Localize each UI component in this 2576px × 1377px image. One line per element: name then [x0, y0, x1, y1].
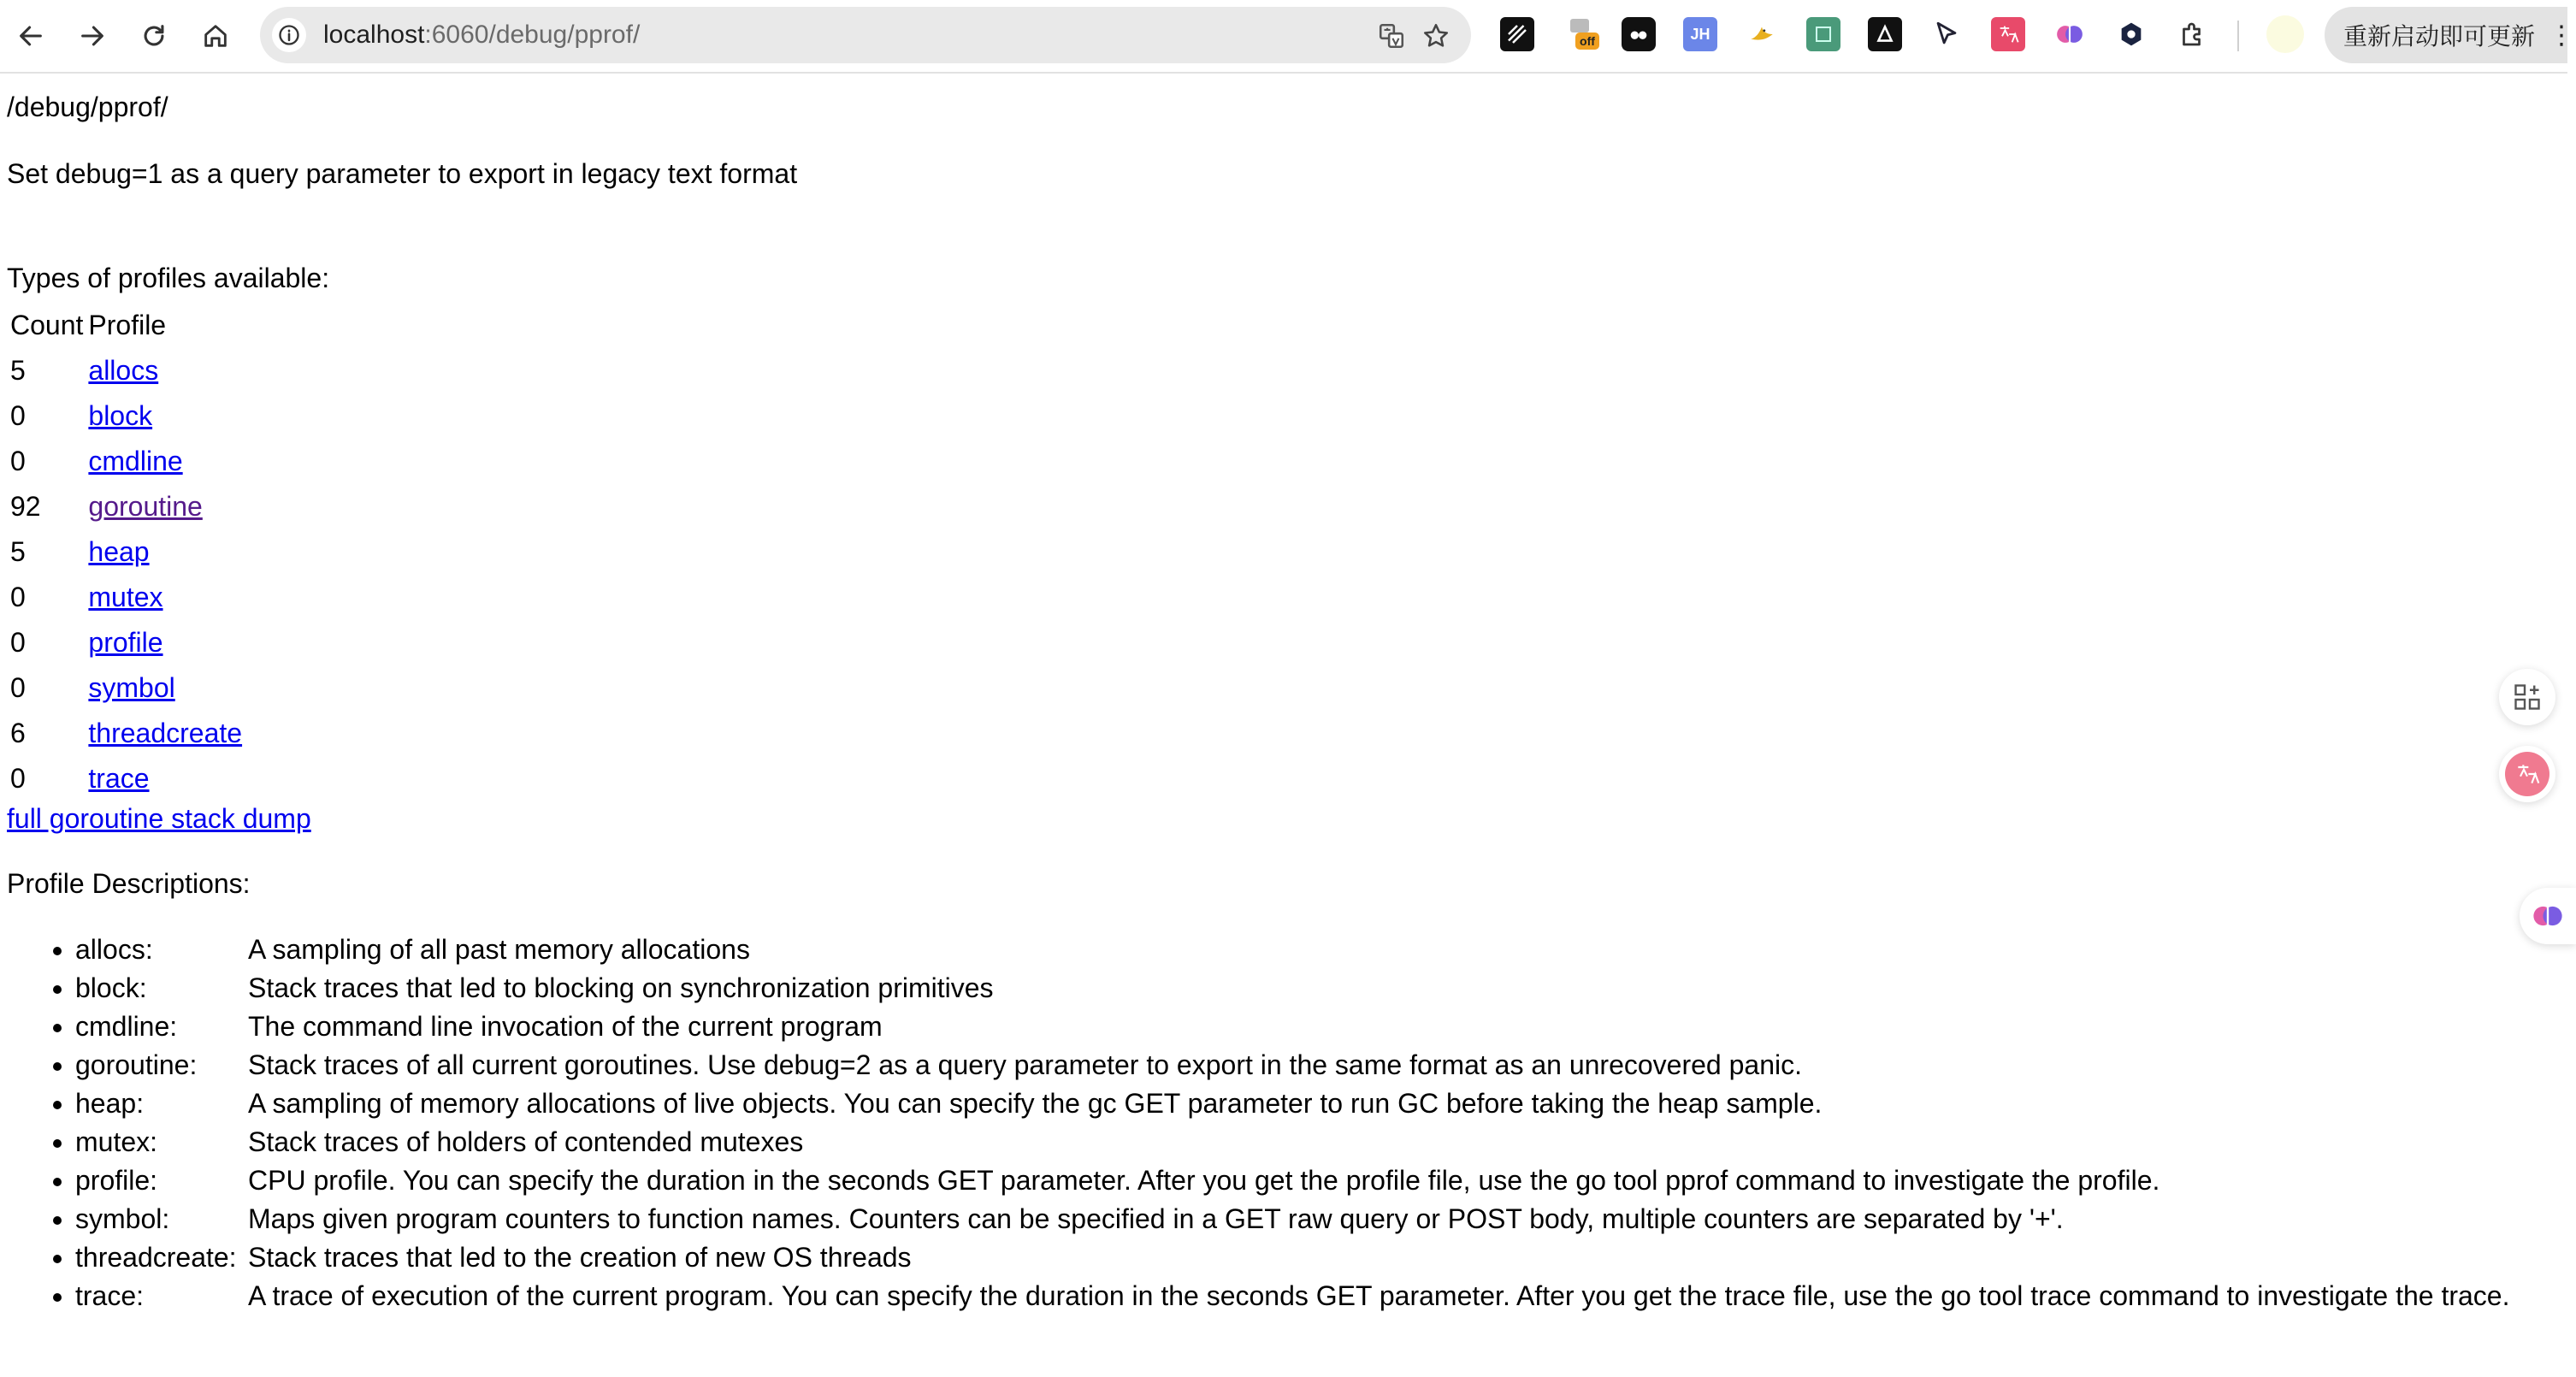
- profile-link-goroutine[interactable]: goroutine: [88, 491, 203, 523]
- qr-add-icon: [2512, 682, 2543, 712]
- home-icon: [201, 21, 230, 50]
- profile-name-cell: [88, 352, 242, 390]
- description-label: cmdline:: [75, 1011, 178, 1042]
- profile-row: [10, 578, 242, 617]
- description-item: [75, 1200, 2555, 1238]
- profile-link-allocs[interactable]: allocs: [88, 355, 159, 387]
- page-path: /debug/pprof/: [7, 92, 168, 122]
- home-button[interactable]: [192, 12, 239, 60]
- description-label: block:: [75, 972, 147, 1003]
- ai-assistant-widget[interactable]: [2520, 888, 2576, 944]
- description-text: Stack traces of holders of contended mutexes: [248, 1126, 804, 1157]
- description-text: CPU profile. You can specify the duration in the seconds GET parameter. After you get the profile file, use the go tool pprof command to investigate the profile.: [248, 1165, 2160, 1196]
- description-item: [75, 1238, 2555, 1277]
- profile-row: [10, 714, 242, 753]
- description-item: [75, 1084, 2555, 1123]
- profile-count: 0: [10, 582, 26, 613]
- profile-row: [10, 352, 242, 390]
- profile-link-threadcreate[interactable]: threadcreate: [88, 718, 243, 749]
- description-item: [75, 1277, 2555, 1315]
- address-bar[interactable]: [260, 7, 1471, 63]
- profile-link-mutex[interactable]: mutex: [88, 582, 163, 613]
- reload-button[interactable]: [130, 12, 178, 60]
- count-header: Count: [10, 310, 84, 341]
- green-ext-icon[interactable]: [1806, 17, 1840, 51]
- profile-link-trace[interactable]: trace: [88, 763, 150, 795]
- profile-link-profile[interactable]: profile: [88, 627, 163, 659]
- profile-row: [10, 759, 242, 798]
- profile-name-cell: [88, 442, 242, 481]
- profile-count: 92: [10, 491, 41, 523]
- forward-arrow-icon: [78, 21, 107, 50]
- profile-count: 6: [10, 718, 26, 749]
- profile-name-cell: [88, 397, 242, 435]
- reload-icon: [139, 21, 168, 50]
- profile-link-cmdline[interactable]: cmdline: [88, 446, 183, 477]
- description-item: [75, 969, 2555, 1008]
- toolbar-divider: [2237, 21, 2239, 51]
- forward-button[interactable]: [68, 12, 116, 60]
- description-label: symbol:: [75, 1203, 170, 1234]
- profile-row: [10, 669, 242, 707]
- translate-page-icon[interactable]: [1374, 18, 1409, 54]
- description-label: heap:: [75, 1088, 145, 1119]
- profile-link-heap[interactable]: heap: [88, 536, 150, 568]
- url-path: :6060/debug/pprof/: [424, 21, 641, 49]
- description-text: A sampling of all past memory allocations: [248, 934, 750, 965]
- profile-count: 5: [10, 536, 26, 568]
- profile-row: [10, 623, 242, 662]
- profile-name-cell: [88, 533, 242, 571]
- description-text: Stack traces that led to blocking on synchronization primitives: [248, 972, 994, 1003]
- grid-ext-icon[interactable]: [1500, 17, 1534, 51]
- qr-scan-widget[interactable]: [2499, 669, 2555, 725]
- profile-name-cell: [88, 623, 242, 662]
- off-ext-icon[interactable]: [1565, 17, 1599, 51]
- description-label: trace:: [75, 1280, 145, 1311]
- site-info-icon[interactable]: [272, 18, 306, 52]
- legacy-format-hint: Set debug=1 as a query parameter to export in legacy text format: [7, 158, 798, 189]
- description-label: goroutine:: [75, 1049, 198, 1080]
- description-item: [75, 1008, 2555, 1046]
- description-text: A trace of execution of the current program. You can specify the duration in the seconds GET parameter. After you get the trace file, use the go tool trace command to investigate the trace.: [248, 1280, 2510, 1311]
- description-text: The command line invocation of the current program: [248, 1011, 883, 1042]
- description-text: Stack traces that led to the creation of new OS threads: [248, 1242, 912, 1273]
- description-item: [75, 1123, 2555, 1161]
- profile-descriptions-list: [7, 931, 2555, 1315]
- profile-header: Profile: [88, 310, 167, 341]
- bookmark-star-icon[interactable]: [1418, 18, 1454, 54]
- profile-name-cell: [88, 759, 242, 798]
- off-ext-label: off: [1580, 34, 1595, 48]
- profile-row: [10, 488, 242, 526]
- translate-ext-icon[interactable]: [1991, 17, 2025, 51]
- translate-widget[interactable]: [2499, 746, 2555, 802]
- jh-ext-icon[interactable]: [1683, 17, 1717, 51]
- description-item: [75, 1046, 2555, 1084]
- profiles-table: [7, 299, 245, 805]
- box-ext-icon[interactable]: [1868, 17, 1902, 51]
- profile-link-symbol[interactable]: symbol: [88, 672, 175, 704]
- hex-ext-icon[interactable]: [2114, 17, 2148, 51]
- back-arrow-icon: [16, 21, 45, 50]
- puzzle-icon[interactable]: [2176, 17, 2210, 51]
- description-text: Stack traces of all current goroutines. Use debug=2 as a query parameter to export in the same format as an unrecovered panic.: [248, 1049, 1802, 1080]
- translate-widget-icon: [2505, 752, 2549, 796]
- profile-types-title: Types of profiles available:: [7, 263, 330, 293]
- menu-kebab-icon[interactable]: ⋮: [2549, 21, 2575, 50]
- description-label: mutex:: [75, 1126, 158, 1157]
- profiles-table-header: [10, 306, 242, 345]
- back-button[interactable]: [7, 12, 55, 60]
- brain-icon: [2532, 900, 2564, 932]
- profile-name-cell: [88, 488, 242, 526]
- profile-link-block[interactable]: block: [88, 400, 153, 432]
- profile-name-cell: [88, 578, 242, 617]
- profile-name-cell: [88, 669, 242, 707]
- mask-ext-icon[interactable]: [1622, 17, 1656, 51]
- url-text[interactable]: [323, 21, 640, 50]
- description-label: allocs:: [75, 934, 153, 965]
- restart-update-label: 重新启动即可更新: [2343, 23, 2536, 50]
- profile-count: 0: [10, 400, 26, 432]
- profile-count: 0: [10, 627, 26, 659]
- profile-row: [10, 442, 242, 481]
- cursor-ext-icon[interactable]: [1929, 17, 1964, 51]
- description-text: A sampling of memory allocations of live objects. You can specify the gc GET parameter to run GC before taking the heap sample.: [248, 1088, 1823, 1119]
- description-text: Maps given program counters to function names. Counters can be specified in a GET raw query or POST body, multiple counters are separated by '+'.: [248, 1203, 2064, 1234]
- jh-ext-label: JH: [1690, 25, 1710, 43]
- description-label: profile:: [75, 1165, 158, 1196]
- restart-update-button[interactable]: [2325, 7, 2575, 63]
- description-item: [75, 1161, 2555, 1200]
- profile-count: 0: [10, 446, 26, 477]
- description-label: threadcreate:: [75, 1242, 237, 1273]
- url-host: localhost: [323, 21, 425, 49]
- profile-descriptions-title: Profile Descriptions:: [7, 868, 251, 899]
- brain-ext-icon[interactable]: [2053, 17, 2087, 51]
- profile-avatar[interactable]: [2266, 15, 2304, 53]
- profile-count: 5: [10, 355, 26, 387]
- profile-count: 0: [10, 763, 26, 795]
- profile-row: [10, 397, 242, 435]
- description-item: [75, 931, 2555, 969]
- profile-row: [10, 533, 242, 571]
- profile-name-cell: [88, 714, 242, 753]
- full-goroutine-dump-link[interactable]: full goroutine stack dump: [7, 803, 311, 834]
- profile-count: 0: [10, 672, 26, 704]
- browser-toolbar: [0, 0, 2575, 74]
- bird-ext-icon[interactable]: [1745, 17, 1779, 51]
